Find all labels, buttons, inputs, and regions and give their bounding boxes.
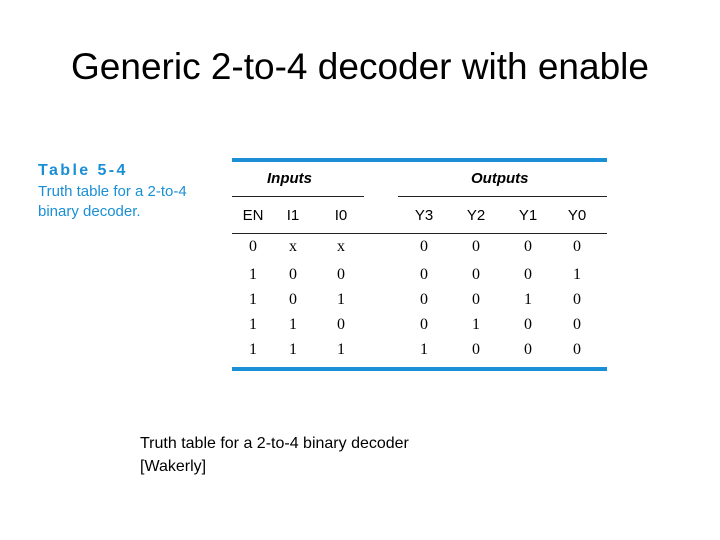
table-bottom-rule — [232, 367, 607, 371]
header-i0: I0 — [334, 207, 348, 224]
table-cell: 1 — [337, 291, 345, 308]
footer-caption — [140, 432, 409, 478]
header-i1: I1 — [286, 207, 300, 224]
inputs-group-header: Inputs — [267, 170, 312, 187]
table-cell: 0 — [573, 238, 581, 255]
table-cell: 0 — [524, 341, 532, 358]
table-cell: x — [289, 238, 297, 255]
table-cell: 1 — [337, 341, 345, 358]
outputs-group-underline — [398, 196, 607, 197]
table-cell: 0 — [472, 341, 480, 358]
table-cell: 0 — [420, 238, 428, 255]
table-cell: 0 — [472, 238, 480, 255]
table-caption — [38, 160, 228, 222]
header-y1: Y1 — [518, 207, 538, 224]
table-cell: x — [337, 238, 345, 255]
table-cell: 0 — [524, 266, 532, 283]
table-cell: 1 — [249, 341, 257, 358]
table-cell: 1 — [524, 291, 532, 308]
header-y0: Y0 — [567, 207, 587, 224]
table-cell: 1 — [420, 341, 428, 358]
table-cell: 1 — [472, 316, 480, 333]
table-cell: 1 — [249, 316, 257, 333]
header-y3: Y3 — [414, 207, 434, 224]
table-cell: 0 — [420, 266, 428, 283]
table-cell: 0 — [573, 291, 581, 308]
header-divider — [232, 233, 607, 234]
table-cell: 1 — [249, 266, 257, 283]
table-cell: 1 — [249, 291, 257, 308]
table-cell: 0 — [573, 316, 581, 333]
footer-caption-line2: [Wakerly] — [140, 458, 207, 475]
table-top-rule — [232, 158, 607, 162]
table-cell: 1 — [573, 266, 581, 283]
table-cell: 0 — [289, 291, 297, 308]
table-cell: 0 — [420, 291, 428, 308]
table-cell: 1 — [289, 316, 297, 333]
header-y2: Y2 — [466, 207, 486, 224]
table-cell: 0 — [472, 266, 480, 283]
table-cell: 1 — [289, 341, 297, 358]
table-cell: 0 — [289, 266, 297, 283]
table-cell: 0 — [472, 291, 480, 308]
outputs-group-header: Outputs — [471, 170, 529, 187]
table-cell: 0 — [524, 238, 532, 255]
header-en: EN — [242, 207, 264, 224]
table-cell: 0 — [337, 316, 345, 333]
slide-title: Generic 2-to-4 decoder with enable — [71, 46, 649, 87]
table-cell: 0 — [420, 316, 428, 333]
table-description-line2: binary decoder. — [38, 203, 141, 220]
table-cell: 0 — [524, 316, 532, 333]
inputs-group-underline — [232, 196, 364, 197]
table-cell: 0 — [337, 266, 345, 283]
table-description-line1: Truth table for a 2-to-4 — [38, 183, 187, 200]
footer-caption-line1: Truth table for a 2-to-4 binary decoder — [140, 435, 409, 452]
table-cell: 0 — [249, 238, 257, 255]
table-cell: 0 — [573, 341, 581, 358]
table-number: Table 5-4 — [38, 162, 128, 179]
